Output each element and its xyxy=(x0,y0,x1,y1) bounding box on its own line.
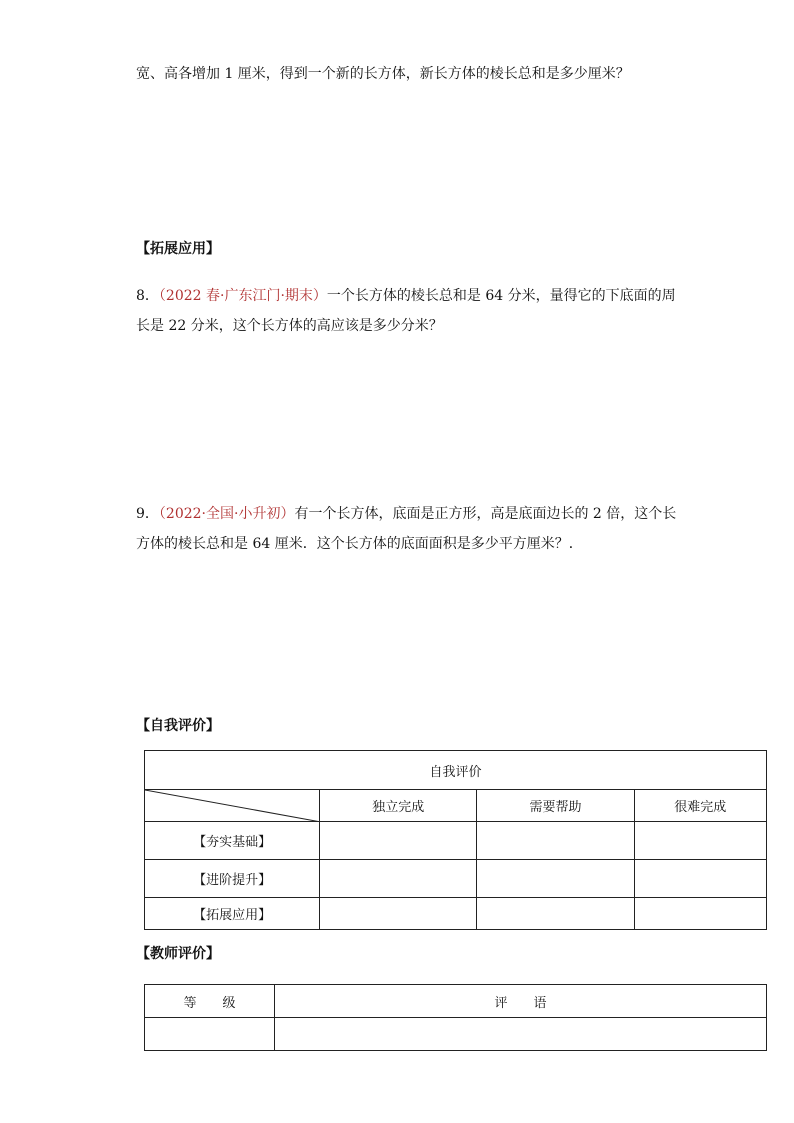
eval-cell[interactable] xyxy=(477,822,634,860)
question-9-source: （2022·全国·小升初） xyxy=(158,506,295,522)
question-8-source: （2022 春·广东江门·期末） xyxy=(158,288,327,304)
eval-cell[interactable] xyxy=(320,822,477,860)
diagonal-line xyxy=(145,790,321,822)
eval-cell[interactable] xyxy=(320,860,477,898)
question-7-continuation: 宽、高各增加 1 厘米，得到一个新的长方体，新长方体的棱长总和是多少厘米？ xyxy=(136,66,630,82)
question-8-number: 8． xyxy=(136,288,159,304)
question-9-line-2: 方体的棱长总和是 64 厘米．这个长方体的底面面积是多少平方厘米？． xyxy=(136,536,583,552)
eval-cell[interactable] xyxy=(477,898,634,930)
column-header-comment: 评 语 xyxy=(275,985,767,1018)
eval-cell[interactable] xyxy=(320,898,477,930)
question-8-line-1 xyxy=(136,286,676,306)
eval-cell[interactable] xyxy=(634,898,766,930)
grade-cell[interactable] xyxy=(145,1018,275,1051)
section-heading-self-eval: 【自我评价】 xyxy=(136,718,220,734)
row-label-advanced: 【进阶提升】 xyxy=(145,860,320,898)
question-8-line-2: 长是 22 分米，这个长方体的高应该是多少分米？ xyxy=(136,318,443,334)
column-header-need-help: 需要帮助 xyxy=(477,790,634,822)
eval-cell[interactable] xyxy=(634,822,766,860)
eval-cell[interactable] xyxy=(477,860,634,898)
question-8-text-1: 一个长方体的棱长总和是 64 分米，量得它的下底面的周 xyxy=(326,288,676,304)
column-header-difficult: 很难完成 xyxy=(634,790,766,822)
question-9-number: 9． xyxy=(136,506,159,522)
diagonal-header-cell xyxy=(145,790,320,822)
self-eval-title: 自我评价 xyxy=(145,751,767,790)
section-heading-extend: 【拓展应用】 xyxy=(136,241,220,257)
column-header-independent: 独立完成 xyxy=(320,790,477,822)
row-label-foundation: 【夯实基础】 xyxy=(145,822,320,860)
eval-cell[interactable] xyxy=(634,860,766,898)
row-label-extend: 【拓展应用】 xyxy=(145,898,320,930)
teacher-eval-table xyxy=(144,984,767,1051)
column-header-grade: 等 级 xyxy=(145,985,275,1018)
question-9-line-1 xyxy=(136,504,676,524)
question-9-text-1: 有一个长方体，底面是正方形，高是底面边长的 2 倍，这个长 xyxy=(294,506,677,522)
comment-cell[interactable] xyxy=(275,1018,767,1051)
self-eval-table xyxy=(144,750,767,930)
section-heading-teacher-eval: 【教师评价】 xyxy=(136,946,220,962)
